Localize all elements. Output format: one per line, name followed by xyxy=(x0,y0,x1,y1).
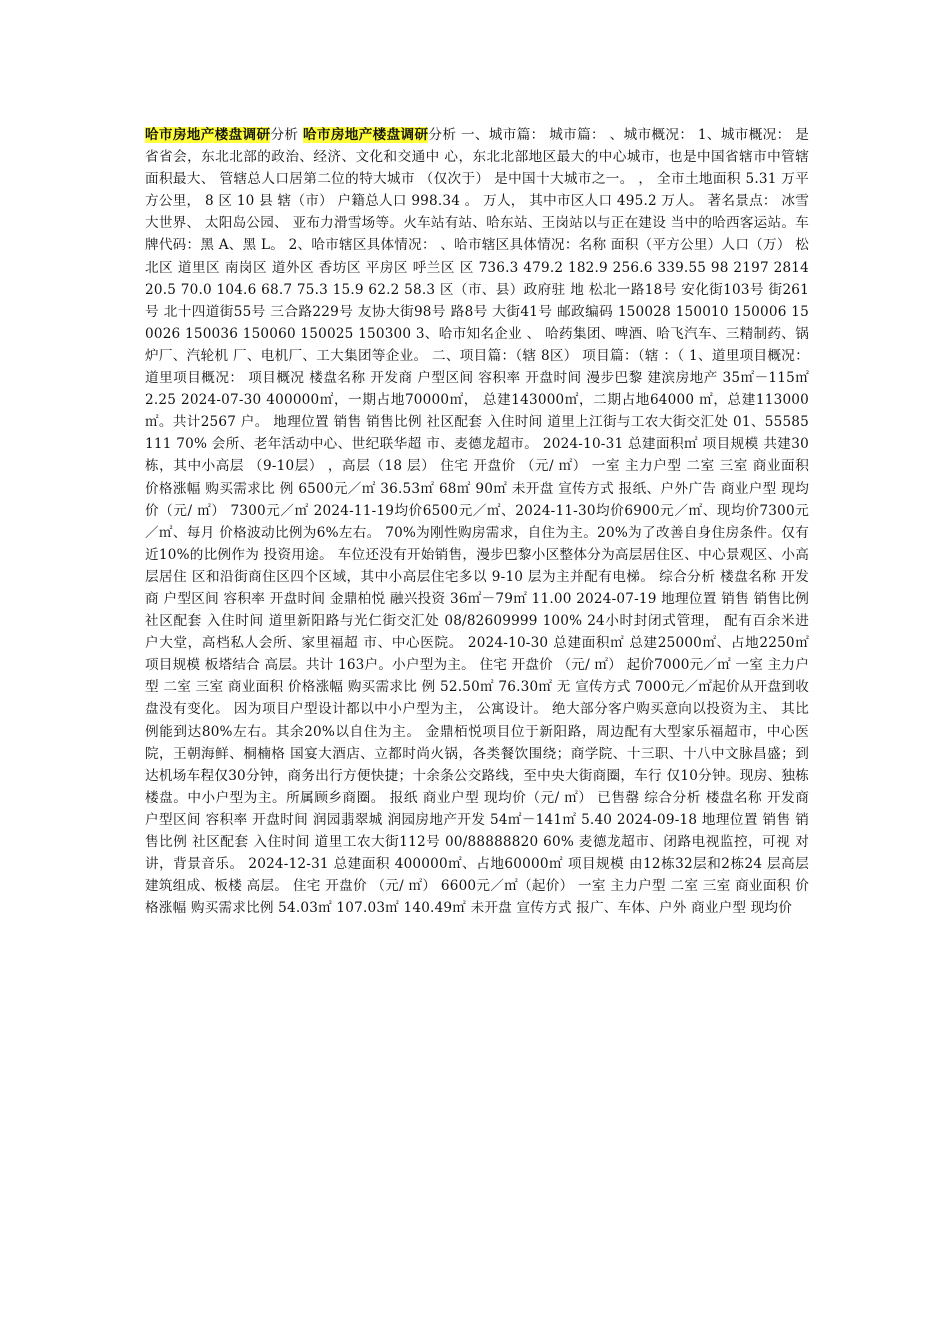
document-body xyxy=(145,124,809,919)
highlighted-title-1: 哈市房地产楼盘调研 xyxy=(145,127,271,143)
highlighted-title-2: 哈市房地产楼盘调研 xyxy=(302,127,429,143)
body-text: 分析 一、城市篇： 城市篇： 、城市概况： 1、城市概况： 是省省会，东北北部的政治、经济、文化和交通中 心，东北北部地区最大的中心城市，也是中国省辖市中管辖面积最大、 管辖总人口居第二位的特大城市 （仅次于） 是中国十大城市之一。 ， 全市土地面积 5.31 万平方公里， 8 区 10 县 辖（市） 户籍总人口 998.34 。 万人， 其中市区人口 495.2 万人。 著名景点： 冰雪大世界、 太阳岛公园、 亚布力滑雪场等。火车站有站、哈东站、王岗站以与正在建设 当中的哈西客运站。车牌代码：黑 A、黑 L。 2、哈市辖区具体情况： 、哈市辖区具体情况：名称 面积（平方公里）人口（万） 松北区 道里区 南岗区 道外区 香坊区 平房区 呼兰区 区 736.3 479.2 182.9 256.6 339.55 98 2197 2814 20.5 70.0 104.6 68.7 75.3 15.9 62.2 58.3 区（市、县）政府驻 地 松北一路18号 安化街103号 街261号 北十四道街55号 三合路229号 友协大街98号 路8号 大街41号 邮政编码 150028 150010 150006 150026 150036 150060 150025 150300 3、哈市知名企业 、 哈药集团、啤酒、哈飞汽车、三精制药、锅炉厂、汽轮机 厂、电机厂、工大集团等企业。 二、项目篇：（辖 8区） 项目篇：（辖 ：（ 1、道里项目概况： 道里项目概况： 项目概况 楼盘名称 开发商 户型区间 容积率 开盘时间 漫步巴黎 建滨房地产 35㎡－115㎡ 2.25 2024-07-30 400000㎡，一期占地70000㎡， 总建143000㎡，二期占地64000 ㎡，总建113000㎡。共计2567 户。 地理位置 销售 销售比例 社区配套 入住时间 道里上江街与工农大街交汇处 01、55585111 70% 会所、老年活动中心、世纪联华超 市、麦德龙超市。 2024-10-31 总建面积㎡ 项目规模 共建30栋，其中小高层 （9-10层） ，高层（18 层） 住宅 开盘价 （元/ ㎡） 一室 主力户型 二室 三室 商业面积 价格涨幅 购买需求比 例 6500元／㎡ 36.53㎡ 68㎡ 90㎡ 未开盘 宣传方式 报纸、户外广告 商业户型 现均价（元/ ㎡） 7300元／㎡ 2024-11-19均价6500元／㎡、2024-11-30均价6900元／㎡、现均价7300元／㎡、每月 价格波动比例为6%左右。 70%为刚性购房需求，自住为主。20%为了改善自身住房条件。仅有近10%的比例作为 投资用途。 车位还没有开始销售，漫步巴黎小区整体分为高层居住区、中心景观区、小高层居住 区和沿街商住区四个区域，其中小高层住宅多以 9-10 层为主并配有电梯。 综合分析 楼盘名称 开发商 户型区间 容积率 开盘时间 金鼎柏悦 融兴投资 36㎡－79㎡ 11.00 2024-07-19 地理位置 销售 销售比例 社区配套 入住时间 道里新阳路与光仁街交汇处 08/82609999 100% 24小时封闭式管理， 配有百余米进 户大堂，高档私人会所、家里福超 市、中心医院。 2024-10-30 总建面积㎡ 总建25000㎡、占地2250㎡ 项目规模 板塔结合 高层。共计 163户。小户型为主。 住宅 开盘价 （元/ ㎡） 起价7000元／㎡ 一室 主力户型 二室 三室 商业面积 价格涨幅 购买需求比 例 52.50㎡ 76.30㎡ 无 宣传方式 7000元／㎡起价从开盘到收盘没有变化。 因为项目户型设计都以中小户型为主， 公寓设计。 绝大部分客户购买意向以投资为主、 其比例能到达80%左右。其余20%以自住为主。 金鼎栢悦项目位于新阳路，周边配有大型家乐福超市，中心医院，王朝海鲜、桐楠格 国宴大酒店、立都时尚火锅，各类餐饮围绕；商学院、十三职、十八中文脉昌盛；到 达机场车程仅30分钟，商务出行方便快捷；十余条公交路线，至中央大街商圈，车行 仅10分钟。现房、独栋楼盘。中小户型为主。所属顾乡商圈。 报纸 商业户型 现均价（元/ ㎡） 已售罄 综合分析 楼盘名称 开发商 户型区间 容积率 开盘时间 润园翡翠城 润园房地产开发 54㎡－141㎡ 5.40 2024-09-18 地理位置 销售 销售比例 社区配套 入住时间 道里工农大街112号 00/88888820 60% 麦德龙超市、闭路电视监控，可视 对讲，背景音乐。 2024-12-31 总建面积 400000㎡、占地60000㎡ 项目规模 由12栋32层和2栋24 层高层建筑组成、板楼 高层。 住宅 开盘价 （元/ ㎡） 6600元／㎡（起价） 一室 主力户型 二室 三室 商业面积 价格涨幅 购买需求比例 54.03㎡ 107.03㎡ 140.49㎡ 未开盘 宣传方式 报广、车体、户外 商业户型 现均价 xyxy=(145,127,810,917)
title-suffix-1: 分析 xyxy=(270,127,303,143)
